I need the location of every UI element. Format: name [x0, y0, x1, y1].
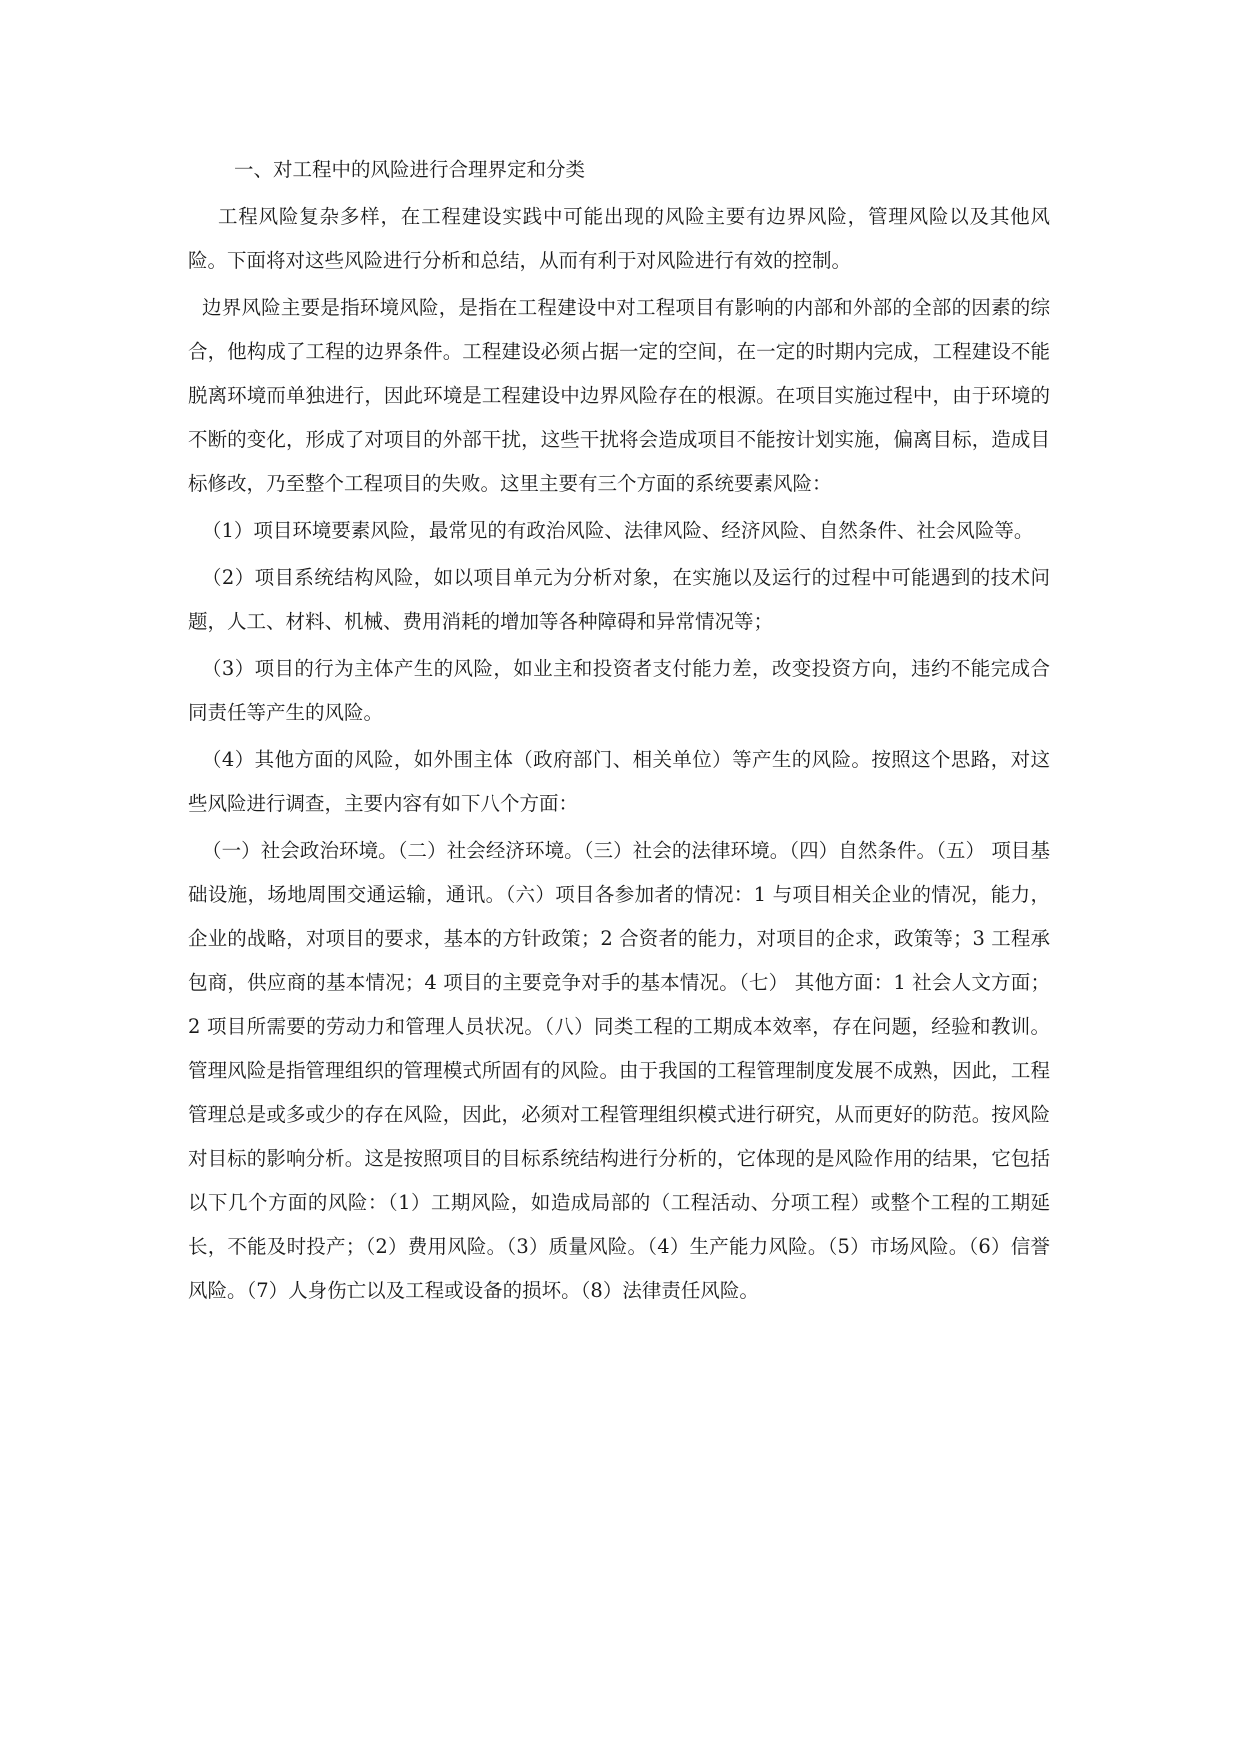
paragraph-item-1: （1）项目环境要素风险，最常见的有政治风险、法律风险、经济风险、自然条件、社会风险等。	[202, 519, 1034, 542]
paragraph-item-4: （4）其他方面的风险，如外围主体（政府部门、相关单位）等产生的风险。按照这个思路，对这些风险进行调查，主要内容有如下八个方面：	[188, 748, 1050, 815]
paragraph-item-2: （2）项目系统结构风险，如以项目单元为分析对象，在实施以及运行的过程中可能遇到的技术问题，人工、材料、机械、费用消耗的增加等各种障碍和异常情况等；	[188, 566, 1050, 633]
paragraph-boundary-risk: 边界风险主要是指环境风险，是指在工程建设中对工程项目有影响的内部和外部的全部的因素的综合，他构成了工程的边界条件。工程建设必须占据一定的空间，在一定的时期内完成，工程建设不能脱离环境而单独进行，因此环境是工程建设中边界风险存在的根源。在项目实施过程中，由于环境的不断的变化，形成了对项目的外部干扰，这些干扰将会造成项目不能按计划实施，偏离目标，造成目标修改，乃至整个工程项目的失败。这里主要有三个方面的系统要素风险：	[188, 296, 1050, 495]
paragraph-eight-aspects: （一）社会政治环境。（二）社会经济环境。（三）社会的法律环境。（四）自然条件。（五） 项目基础设施，场地周围交通运输，通讯。（六）项目各参加者的情况：1 与项目相关企业的情况，能力，企业的战略，对项目的要求，基本的方针政策；2 合资者的能力，对项目的企求，政策等；3 工程承包商，供应商的基本情况；4 项目的主要竞争对手的基本情况。（七） 其他方面：1 社会人文方面；2 项目所需要的劳动力和管理人员状况。（八）同类工程的工期成本效率，存在问题，经验和教训。管理风险是指管理组织的管理模式所固有的风险。由于我国的工程管理制度发展不成熟，因此，工程管理总是或多或少的存在风险，因此，必须对工程管理组织模式进行研究，从而更好的防范。按风险对目标的影响分析。这是按照项目的目标系统结构进行分析的，它体现的是风险作用的结果，它包括以下几个方面的风险：（1）工期风险，如造成局部的（工程活动、分项工程）或整个工程的工期延长，不能及时投产；（2）费用风险。（3）质量风险。（4）生产能力风险。（5）市场风险。（6）信誉风险。（7）人身伤亡以及工程或设备的损坏。（8）法律责任风险。	[188, 839, 1050, 1302]
section-heading: 一、对工程中的风险进行合理界定和分类	[234, 158, 586, 181]
paragraph-item-3: （3）项目的行为主体产生的风险，如业主和投资者支付能力差，改变投资方向，违约不能完成合同责任等产生的风险。	[188, 657, 1050, 724]
document-body	[188, 148, 1050, 1316]
paragraph-intro: 工程风险复杂多样，在工程建设实践中可能出现的风险主要有边界风险，管理风险以及其他风险。下面将对这些风险进行分析和总结，从而有利于对风险进行有效的控制。	[188, 205, 1050, 272]
